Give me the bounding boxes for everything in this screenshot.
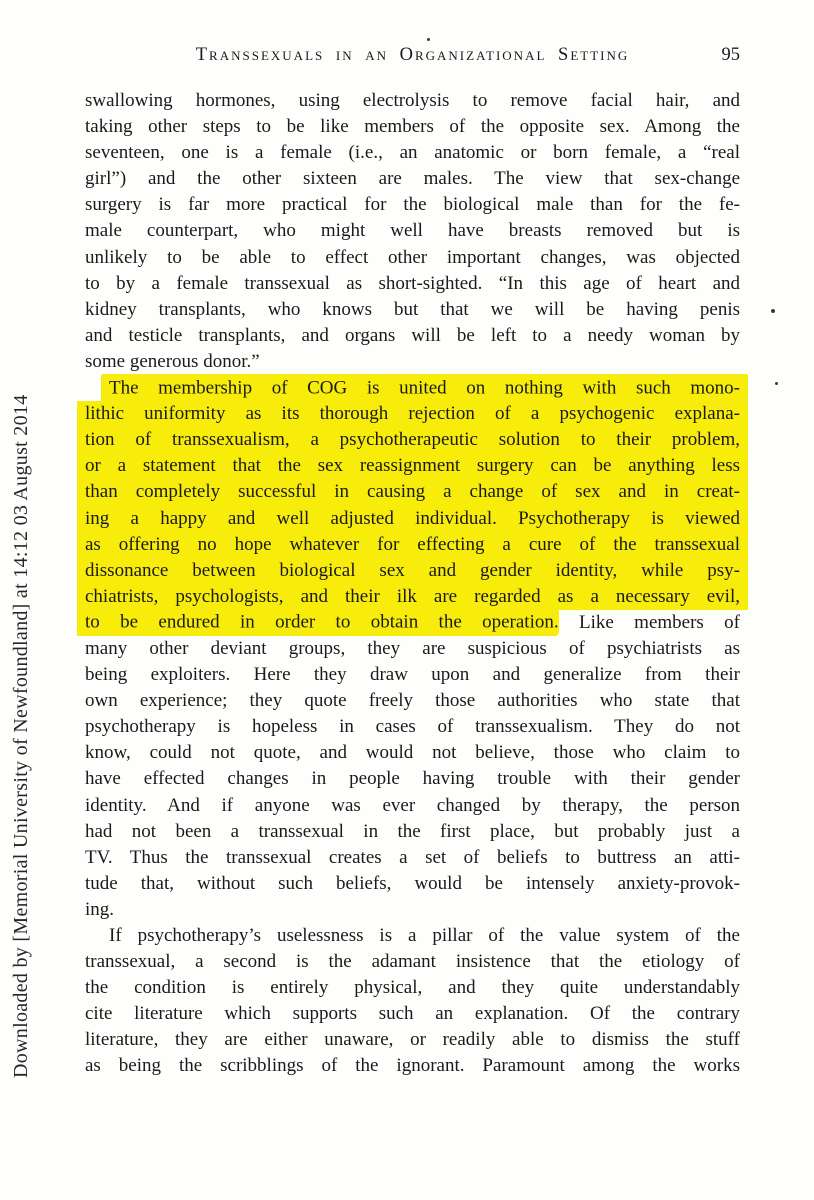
text-segment: many other deviant groups, they are suspicious of psychiatrists as bbox=[85, 637, 740, 659]
text-segment: kidney transplants, who knows but that we will be having penis bbox=[85, 298, 740, 320]
text-segment: dissonance between biological sex and gender identity, while psy- bbox=[85, 559, 740, 581]
text-segment: have effected changes in people having trouble with their gender bbox=[85, 768, 740, 790]
text-segment: ing. bbox=[85, 898, 115, 920]
text-line bbox=[85, 1053, 740, 1079]
text-segment: girl”) and the other sixteen are males. The view that sex-change bbox=[85, 168, 740, 190]
text-segment: male counterpart, who might well have breasts removed but is bbox=[85, 220, 740, 242]
text-segment: own experience; they quote freely those authorities who state that bbox=[85, 690, 740, 712]
text-segment: ing a happy and well adjusted individual. Psychotherapy is viewed bbox=[85, 507, 740, 529]
text-line bbox=[85, 740, 740, 766]
text-segment: taking other steps to be like members of the opposite sex. Among the bbox=[85, 116, 740, 138]
highlighted-text-line bbox=[85, 401, 740, 427]
text-segment: swallowing hormones, using electrolysis to remove facial hair, and bbox=[85, 90, 740, 111]
text-segment: know, could not quote, and would not believe, those who claim to bbox=[85, 742, 740, 764]
text-line bbox=[85, 688, 740, 714]
text-line bbox=[85, 271, 740, 297]
text-line bbox=[85, 323, 740, 349]
text-segment: chiatrists, psychologists, and their ilk are regarded as a necessary evil, bbox=[85, 585, 740, 607]
text-segment: unlikely to be able to effect other important changes, was objected bbox=[85, 246, 740, 268]
body-text bbox=[85, 88, 740, 1080]
text-line bbox=[85, 140, 740, 166]
text-line bbox=[85, 975, 740, 1001]
text-segment: literature, they are either unaware, or readily able to dismiss the stuff bbox=[85, 1029, 740, 1051]
text-segment: surgery is far more practical for the biological male than for the fe- bbox=[85, 194, 740, 216]
text-segment: than completely successful in causing a change of sex and in creat- bbox=[85, 481, 740, 503]
highlighted-text-line bbox=[85, 427, 740, 453]
text-line bbox=[85, 766, 740, 792]
text-segment: and testicle transplants, and organs will be left to a needy woman by bbox=[85, 324, 740, 346]
text-line bbox=[85, 714, 740, 740]
page-number: 95 bbox=[721, 45, 740, 65]
text-segment: to by a female transsexual as short-sighted. “In this age of heart and bbox=[85, 272, 740, 294]
text-segment: cite literature which supports such an explanation. Of the contrary bbox=[85, 1003, 740, 1025]
text-line bbox=[85, 819, 740, 845]
text-line bbox=[85, 245, 740, 271]
scan-speck bbox=[427, 38, 430, 41]
highlighted-text-line bbox=[85, 532, 740, 558]
text-segment: identity. And if anyone was ever changed by therapy, the person bbox=[85, 794, 740, 816]
text-line bbox=[85, 610, 740, 636]
text-line bbox=[85, 636, 740, 662]
text-line bbox=[85, 662, 740, 688]
text-segment: tion of transsexualism, a psychotherapeutic solution to their problem, bbox=[85, 429, 740, 451]
text-segment: tude that, without such beliefs, would be intensely anxiety-provok- bbox=[85, 872, 740, 894]
text-line bbox=[85, 1001, 740, 1027]
text-line bbox=[85, 949, 740, 975]
scan-speck bbox=[775, 382, 778, 385]
text-segment: as offering no hope whatever for effecting a cure of the transsexual bbox=[85, 533, 740, 555]
text-segment: If psychotherapy’s uselessness is a pillar of the value system of the bbox=[109, 925, 740, 946]
running-title: Transsexuals in an Organizational Setting bbox=[195, 45, 630, 65]
text-line bbox=[85, 375, 740, 401]
highlighted-text-line bbox=[85, 479, 740, 505]
highlighted-text: to be endured in order to obtain the operation. bbox=[85, 608, 559, 636]
text-segment: had not been a transsexual in the first place, but probably just a bbox=[85, 820, 740, 842]
text-line bbox=[85, 923, 740, 949]
text-line bbox=[85, 218, 740, 244]
highlighted-text-line bbox=[85, 558, 740, 584]
text-segment: TV. Thus the transsexual creates a set of beliefs to buttress an atti- bbox=[85, 846, 740, 868]
text-segment: some generous donor.” bbox=[85, 350, 260, 372]
text-line bbox=[85, 88, 740, 114]
scan-speck bbox=[771, 309, 775, 313]
text-line bbox=[85, 192, 740, 218]
text-segment: transsexual, a second is the adamant insistence that the etiology of bbox=[85, 951, 740, 973]
highlighted-text: The membership of COG is united on nothing with such mono- bbox=[109, 374, 740, 402]
text-segment: lithic uniformity as its thorough rejection of a psychogenic explana- bbox=[85, 403, 740, 425]
text-line bbox=[85, 871, 740, 897]
text-line bbox=[85, 897, 740, 923]
text-line bbox=[85, 349, 740, 375]
text-segment: the condition is entirely physical, and they quite understandably bbox=[85, 977, 740, 999]
text-line bbox=[85, 1027, 740, 1053]
download-watermark: Downloaded by [Memorial University of Newfoundland] at 14:12 03 August 2014 bbox=[10, 394, 32, 1078]
highlighted-text-line bbox=[85, 584, 740, 610]
highlighted-text-line bbox=[85, 506, 740, 532]
text-segment: being exploiters. Here they draw upon and generalize from their bbox=[85, 664, 740, 686]
text-line bbox=[85, 297, 740, 323]
highlighted-text-line bbox=[85, 453, 740, 479]
text-segment: Like members of bbox=[558, 611, 740, 633]
text-line bbox=[85, 845, 740, 871]
running-head bbox=[85, 45, 740, 69]
text-line bbox=[85, 114, 740, 140]
text-segment: or a statement that the sex reassignment surgery can be anything less bbox=[85, 455, 740, 477]
text-line bbox=[85, 793, 740, 819]
text-segment: psychotherapy is hopeless in cases of transsexualism. They do not bbox=[85, 716, 740, 738]
text-segment: seventeen, one is a female (i.e., an anatomic or born female, a “real bbox=[85, 142, 740, 164]
text-line bbox=[85, 166, 740, 192]
text-segment: as being the scribblings of the ignorant. Paramount among the works bbox=[85, 1055, 740, 1077]
